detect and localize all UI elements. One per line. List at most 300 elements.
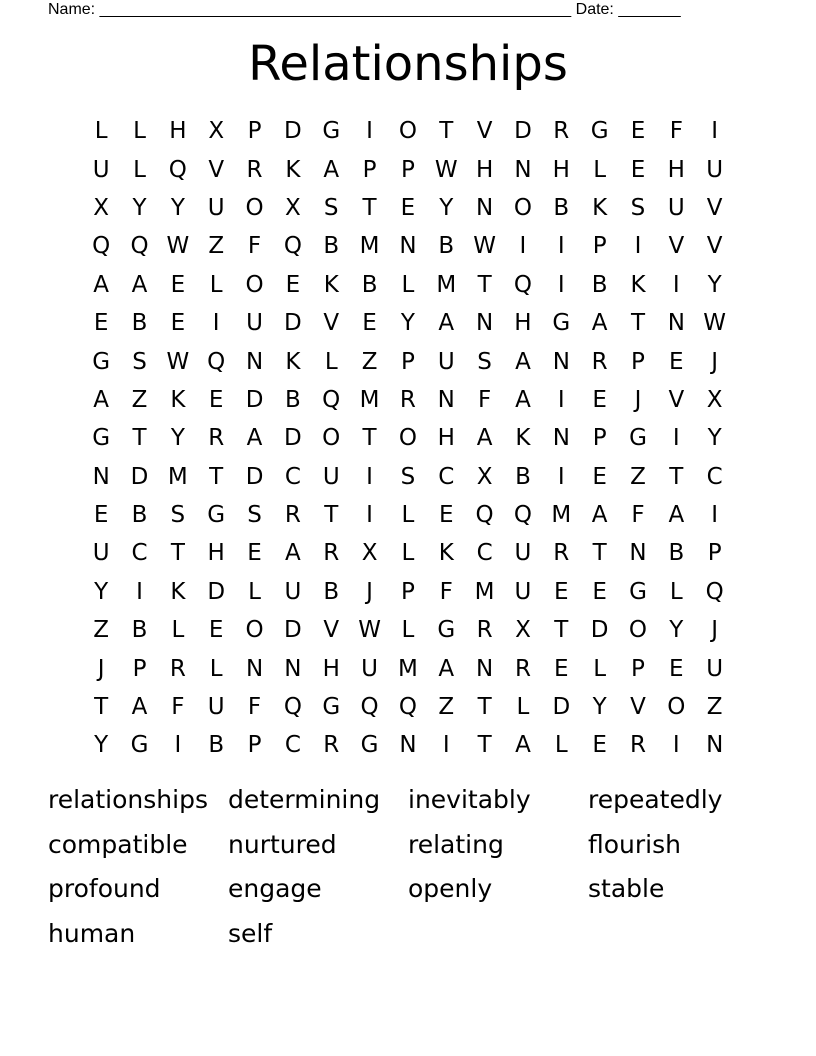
grid-letter: A <box>438 655 455 682</box>
grid-letter: O <box>398 425 417 452</box>
grid-letter: K <box>592 194 608 221</box>
grid-letter: N <box>476 194 494 221</box>
grid-letter: E <box>554 655 569 682</box>
grid-letter: I <box>672 271 680 298</box>
grid-letter: L <box>593 655 607 682</box>
grid-letter: J <box>711 617 719 644</box>
grid-letter: F <box>439 578 453 605</box>
grid-letter: U <box>514 540 532 567</box>
grid-letter: H <box>667 156 685 183</box>
grid-letter: E <box>592 732 607 759</box>
grid-letter: U <box>92 156 110 183</box>
grid-letter: H <box>207 540 225 567</box>
grid-letter: Y <box>94 578 109 605</box>
grid-letter: Z <box>438 694 455 721</box>
grid-letter: S <box>132 348 147 375</box>
grid-letter: H <box>322 655 340 682</box>
grid-letter: P <box>400 578 415 605</box>
grid-letter: O <box>245 271 264 298</box>
grid-letter: M <box>551 502 572 529</box>
letter-grid <box>82 112 734 765</box>
grid-letter: L <box>516 694 530 721</box>
grid-letter: Q <box>130 233 149 260</box>
grid-letter: H <box>437 425 455 452</box>
grid-letter: P <box>400 348 415 375</box>
grid-letter: N <box>514 156 532 183</box>
grid-letter: X <box>706 386 723 413</box>
grid-letter: B <box>591 271 608 298</box>
grid-letter: I <box>212 310 220 337</box>
grid-letter: I <box>634 233 642 260</box>
grid-letter: O <box>667 694 686 721</box>
grid-letter: I <box>711 502 719 529</box>
grid-letter: W <box>166 233 190 260</box>
grid-letter: C <box>284 463 301 490</box>
grid-letter: U <box>207 694 225 721</box>
grid-letter: A <box>515 732 531 759</box>
grid-letter: U <box>284 578 302 605</box>
word-list-item: relating <box>408 829 504 859</box>
grid-letter: O <box>245 194 264 221</box>
grid-letter: D <box>552 694 571 721</box>
grid-letter: H <box>514 310 532 337</box>
grid-letter: C <box>706 463 723 490</box>
grid-letter: L <box>554 732 568 759</box>
grid-letter: I <box>557 271 565 298</box>
grid-letter: L <box>324 348 338 375</box>
word-list-item: compatible <box>48 829 188 859</box>
grid-letter: X <box>361 540 378 567</box>
grid-letter: Q <box>322 386 341 413</box>
grid-row <box>82 534 734 572</box>
grid-letter: V <box>476 118 493 145</box>
grid-letter: Q <box>168 156 187 183</box>
grid-letter: N <box>552 425 570 452</box>
grid-letter: A <box>515 348 531 375</box>
grid-row <box>82 726 734 764</box>
grid-row <box>82 266 734 304</box>
grid-letter: Y <box>400 310 415 337</box>
grid-letter: A <box>93 386 110 413</box>
grid-letter: A <box>246 425 263 452</box>
grid-letter: D <box>284 310 302 337</box>
grid-letter: E <box>669 655 684 682</box>
grid-letter: Z <box>630 463 646 490</box>
grid-row <box>82 381 734 419</box>
word-list-item: inevitably <box>408 785 531 814</box>
grid-letter: G <box>92 348 111 375</box>
grid-letter: T <box>132 425 147 452</box>
grid-letter: A <box>323 156 340 183</box>
grid-letter: I <box>557 463 565 490</box>
grid-row <box>82 688 734 726</box>
grid-letter: Y <box>707 425 722 452</box>
grid-letter: E <box>592 463 607 490</box>
grid-letter: G <box>360 732 379 759</box>
grid-row <box>82 496 734 534</box>
grid-letter: L <box>209 271 223 298</box>
grid-letter: A <box>591 310 608 337</box>
grid-letter: X <box>285 194 301 221</box>
word-list-item: flourish <box>588 829 681 859</box>
grid-letter: L <box>669 578 683 605</box>
grid-letter: H <box>475 156 494 183</box>
grid-row <box>82 189 734 227</box>
grid-letter: P <box>631 348 645 375</box>
grid-letter: S <box>630 194 646 221</box>
grid-letter: T <box>554 617 569 644</box>
grid-letter: X <box>515 617 531 644</box>
grid-letter: M <box>397 655 418 682</box>
grid-letter: V <box>630 694 646 721</box>
grid-letter: K <box>438 540 454 567</box>
word-list-item: repeatedly <box>588 785 723 814</box>
grid-letter: J <box>711 348 719 375</box>
grid-letter: Y <box>170 425 185 452</box>
grid-letter: N <box>476 310 494 337</box>
grid-letter: E <box>285 271 301 298</box>
word-list-item: relationships <box>48 785 208 814</box>
grid-letter: Y <box>170 194 185 221</box>
grid-letter: L <box>401 540 415 567</box>
grid-letter: W <box>358 617 381 644</box>
grid-letter: B <box>131 502 148 529</box>
grid-letter: G <box>590 118 609 145</box>
grid-letter: C <box>131 540 148 567</box>
grid-letter: F <box>477 386 492 413</box>
grid-letter: E <box>170 271 186 298</box>
grid-letter: F <box>171 694 185 721</box>
grid-letter: U <box>706 655 724 682</box>
grid-letter: N <box>552 348 570 375</box>
grid-letter: B <box>438 233 455 260</box>
grid-letter: Z <box>706 694 723 721</box>
grid-letter: Y <box>669 617 684 644</box>
grid-letter: V <box>668 233 685 260</box>
grid-letter: E <box>208 386 224 413</box>
grid-letter: K <box>285 348 301 375</box>
grid-letter: L <box>401 617 415 644</box>
grid-letter: I <box>174 732 182 759</box>
grid-letter: A <box>93 271 110 298</box>
grid-letter: U <box>322 463 340 490</box>
grid-row <box>82 611 734 649</box>
grid-letter: A <box>285 540 301 567</box>
grid-row <box>82 342 734 380</box>
grid-letter: I <box>672 732 680 759</box>
grid-letter: G <box>92 425 111 452</box>
grid-letter: X <box>208 118 225 145</box>
word-list-item: engage <box>228 874 322 903</box>
grid-letter: P <box>707 540 722 567</box>
grid-letter: Y <box>94 732 109 759</box>
grid-letter: D <box>590 617 609 644</box>
grid-letter: N <box>399 732 417 759</box>
grid-letter: U <box>514 578 532 605</box>
grid-letter: U <box>92 540 110 567</box>
grid-letter: N <box>629 540 647 567</box>
grid-letter: R <box>514 655 531 682</box>
grid-letter: P <box>592 233 607 260</box>
grid-letter: L <box>593 156 607 183</box>
grid-letter: N <box>92 463 110 490</box>
grid-row <box>82 649 734 687</box>
grid-letter: D <box>130 463 149 490</box>
grid-letter: B <box>361 271 378 298</box>
grid-letter: G <box>437 617 456 644</box>
grid-letter: P <box>631 655 645 682</box>
grid-letter: U <box>667 194 685 221</box>
grid-letter: G <box>629 425 647 452</box>
grid-letter: G <box>322 694 341 721</box>
grid-letter: I <box>442 732 450 759</box>
grid-letter: U <box>361 655 378 682</box>
grid-letter: X <box>93 194 110 221</box>
grid-letter: O <box>513 194 532 221</box>
grid-letter: E <box>592 578 607 605</box>
grid-letter: N <box>706 732 724 759</box>
grid-letter: Q <box>513 502 532 529</box>
grid-letter: L <box>401 271 415 298</box>
grid-letter: A <box>591 502 608 529</box>
grid-letter: L <box>248 578 261 605</box>
word-list-item: determining <box>228 785 381 814</box>
grid-letter: E <box>93 502 109 529</box>
grid-row <box>82 458 734 496</box>
grid-letter: G <box>130 732 149 759</box>
grid-letter: Y <box>132 194 147 221</box>
grid-letter: I <box>672 425 680 452</box>
grid-letter: S <box>400 463 416 490</box>
grid-letter: I <box>136 578 143 605</box>
grid-letter: O <box>398 118 417 145</box>
grid-letter: L <box>133 156 146 183</box>
name-date-line: Name: _____________________________________________________ Date: _______ <box>48 1 681 18</box>
grid-letter: I <box>366 463 373 490</box>
grid-letter: K <box>285 156 301 183</box>
grid-letter: Q <box>513 271 532 298</box>
grid-letter: Q <box>283 233 302 260</box>
grid-letter: U <box>207 194 225 221</box>
grid-letter: R <box>399 386 416 413</box>
grid-letter: L <box>401 502 415 529</box>
grid-letter: C <box>438 463 455 490</box>
grid-letter: O <box>245 617 264 644</box>
grid-letter: S <box>170 502 186 529</box>
grid-letter: Q <box>92 233 111 260</box>
grid-letter: D <box>514 118 532 145</box>
grid-letter: L <box>94 118 108 145</box>
grid-letter: R <box>246 156 263 183</box>
grid-row <box>82 112 734 150</box>
grid-letter: B <box>285 386 301 413</box>
grid-letter: P <box>400 156 415 183</box>
grid-letter: W <box>166 348 190 375</box>
grid-letter: U <box>437 348 455 375</box>
grid-letter: R <box>591 348 608 375</box>
grid-letter: E <box>362 310 377 337</box>
grid-row <box>82 227 734 265</box>
grid-letter: N <box>667 310 685 337</box>
grid-letter: L <box>171 617 185 644</box>
grid-letter: B <box>668 540 685 567</box>
grid-letter: Q <box>360 694 379 721</box>
grid-letter: R <box>284 502 301 529</box>
grid-letter: Q <box>207 348 226 375</box>
grid-letter: K <box>630 271 646 298</box>
grid-letter: D <box>284 118 302 145</box>
grid-letter: B <box>131 310 148 337</box>
grid-letter: S <box>477 348 492 375</box>
grid-letter: D <box>284 425 302 452</box>
grid-letter: R <box>553 118 570 145</box>
grid-letter: W <box>473 233 496 260</box>
grid-letter: K <box>170 386 186 413</box>
grid-letter: T <box>209 463 224 490</box>
grid-letter: A <box>131 271 148 298</box>
grid-letter: V <box>706 194 723 221</box>
grid-letter: J <box>366 578 373 605</box>
grid-letter: H <box>169 118 187 145</box>
grid-letter: L <box>133 118 146 145</box>
grid-letter: I <box>711 118 719 145</box>
grid-letter: N <box>476 655 494 682</box>
grid-letter: R <box>208 425 225 452</box>
page-title: Relationships <box>248 36 568 92</box>
grid-letter: R <box>169 655 186 682</box>
grid-letter: R <box>323 540 340 567</box>
grid-letter: I <box>366 118 373 145</box>
grid-letter: T <box>477 694 492 721</box>
grid-letter: F <box>247 694 262 721</box>
grid-letter: Q <box>475 502 494 529</box>
grid-letter: S <box>247 502 262 529</box>
grid-letter: P <box>592 425 607 452</box>
grid-letter: I <box>557 386 565 413</box>
grid-letter: G <box>207 502 226 529</box>
grid-letter: D <box>245 386 264 413</box>
grid-letter: Q <box>705 578 724 605</box>
grid-letter: T <box>170 540 185 567</box>
grid-letter: N <box>437 386 455 413</box>
grid-letter: K <box>323 271 339 298</box>
grid-letter: A <box>131 694 148 721</box>
grid-letter: W <box>434 156 458 183</box>
grid-letter: M <box>167 463 188 490</box>
grid-letter: T <box>630 310 646 337</box>
grid-letter: O <box>628 617 648 644</box>
grid-letter: N <box>284 655 302 682</box>
grid-letter: A <box>515 386 531 413</box>
grid-letter: N <box>245 348 264 375</box>
grid-letter: F <box>669 118 683 145</box>
grid-letter: M <box>474 578 495 605</box>
grid-letter: P <box>247 732 262 759</box>
grid-letter: Z <box>208 233 225 260</box>
grid-letter: C <box>284 732 301 759</box>
grid-letter: Y <box>439 194 454 221</box>
grid-letter: D <box>284 617 302 644</box>
grid-letter: E <box>669 348 684 375</box>
grid-letter: B <box>208 732 225 759</box>
grid-letter: T <box>477 271 492 298</box>
grid-letter: E <box>170 310 186 337</box>
grid-letter: G <box>552 310 571 337</box>
grid-letter: N <box>245 655 264 682</box>
grid-letter: V <box>706 233 723 260</box>
grid-letter: W <box>703 310 727 337</box>
grid-letter: T <box>362 425 377 452</box>
grid-letter: B <box>131 617 148 644</box>
grid-letter: T <box>362 194 377 221</box>
grid-letter: T <box>592 540 607 567</box>
grid-letter: U <box>246 310 263 337</box>
grid-letter: R <box>476 617 493 644</box>
grid-row <box>82 573 734 611</box>
grid-letter: Y <box>707 271 722 298</box>
grid-letter: I <box>519 233 527 260</box>
grid-letter: M <box>359 233 380 260</box>
grid-letter: R <box>629 732 646 759</box>
grid-letter: P <box>362 156 377 183</box>
grid-letter: E <box>554 578 569 605</box>
grid-letter: B <box>323 578 340 605</box>
grid-letter: M <box>359 386 380 413</box>
grid-letter: Y <box>592 694 607 721</box>
grid-letter: F <box>631 502 645 529</box>
grid-letter: F <box>247 233 262 260</box>
grid-letter: M <box>436 271 457 298</box>
grid-letter: Q <box>398 694 417 721</box>
grid-letter: E <box>247 540 262 567</box>
grid-letter: N <box>399 233 417 260</box>
grid-letter: K <box>170 578 186 605</box>
grid-letter: E <box>630 118 646 145</box>
grid-letter: C <box>476 540 493 567</box>
grid-row <box>82 419 734 457</box>
grid-letter: I <box>366 502 373 529</box>
grid-letter: L <box>209 655 223 682</box>
grid-letter: V <box>323 310 340 337</box>
grid-letter: B <box>323 233 340 260</box>
grid-letter: V <box>668 386 685 413</box>
word-list-item: nurtured <box>228 829 337 859</box>
grid-letter: T <box>439 118 454 145</box>
grid-letter: G <box>322 118 341 145</box>
grid-letter: T <box>94 694 109 721</box>
grid-letter: H <box>552 156 570 183</box>
grid-letter: J <box>97 655 105 682</box>
grid-letter: Z <box>131 386 148 413</box>
grid-letter: G <box>629 578 647 605</box>
grid-letter: Z <box>93 617 110 644</box>
grid-letter: E <box>208 617 224 644</box>
grid-letter: E <box>400 194 416 221</box>
grid-letter: R <box>553 540 570 567</box>
word-list-item: profound <box>48 874 161 903</box>
grid-letter: E <box>93 310 109 337</box>
grid-letter: I <box>557 233 565 260</box>
word-list-item: stable <box>588 874 665 903</box>
grid-letter: K <box>515 425 531 452</box>
grid-letter: A <box>668 502 685 529</box>
word-list-item: self <box>228 918 273 948</box>
grid-row <box>82 304 734 342</box>
grid-letter: B <box>553 194 570 221</box>
grid-letter: J <box>634 386 642 413</box>
grid-letter: O <box>322 425 341 452</box>
grid-letter: V <box>323 617 340 644</box>
